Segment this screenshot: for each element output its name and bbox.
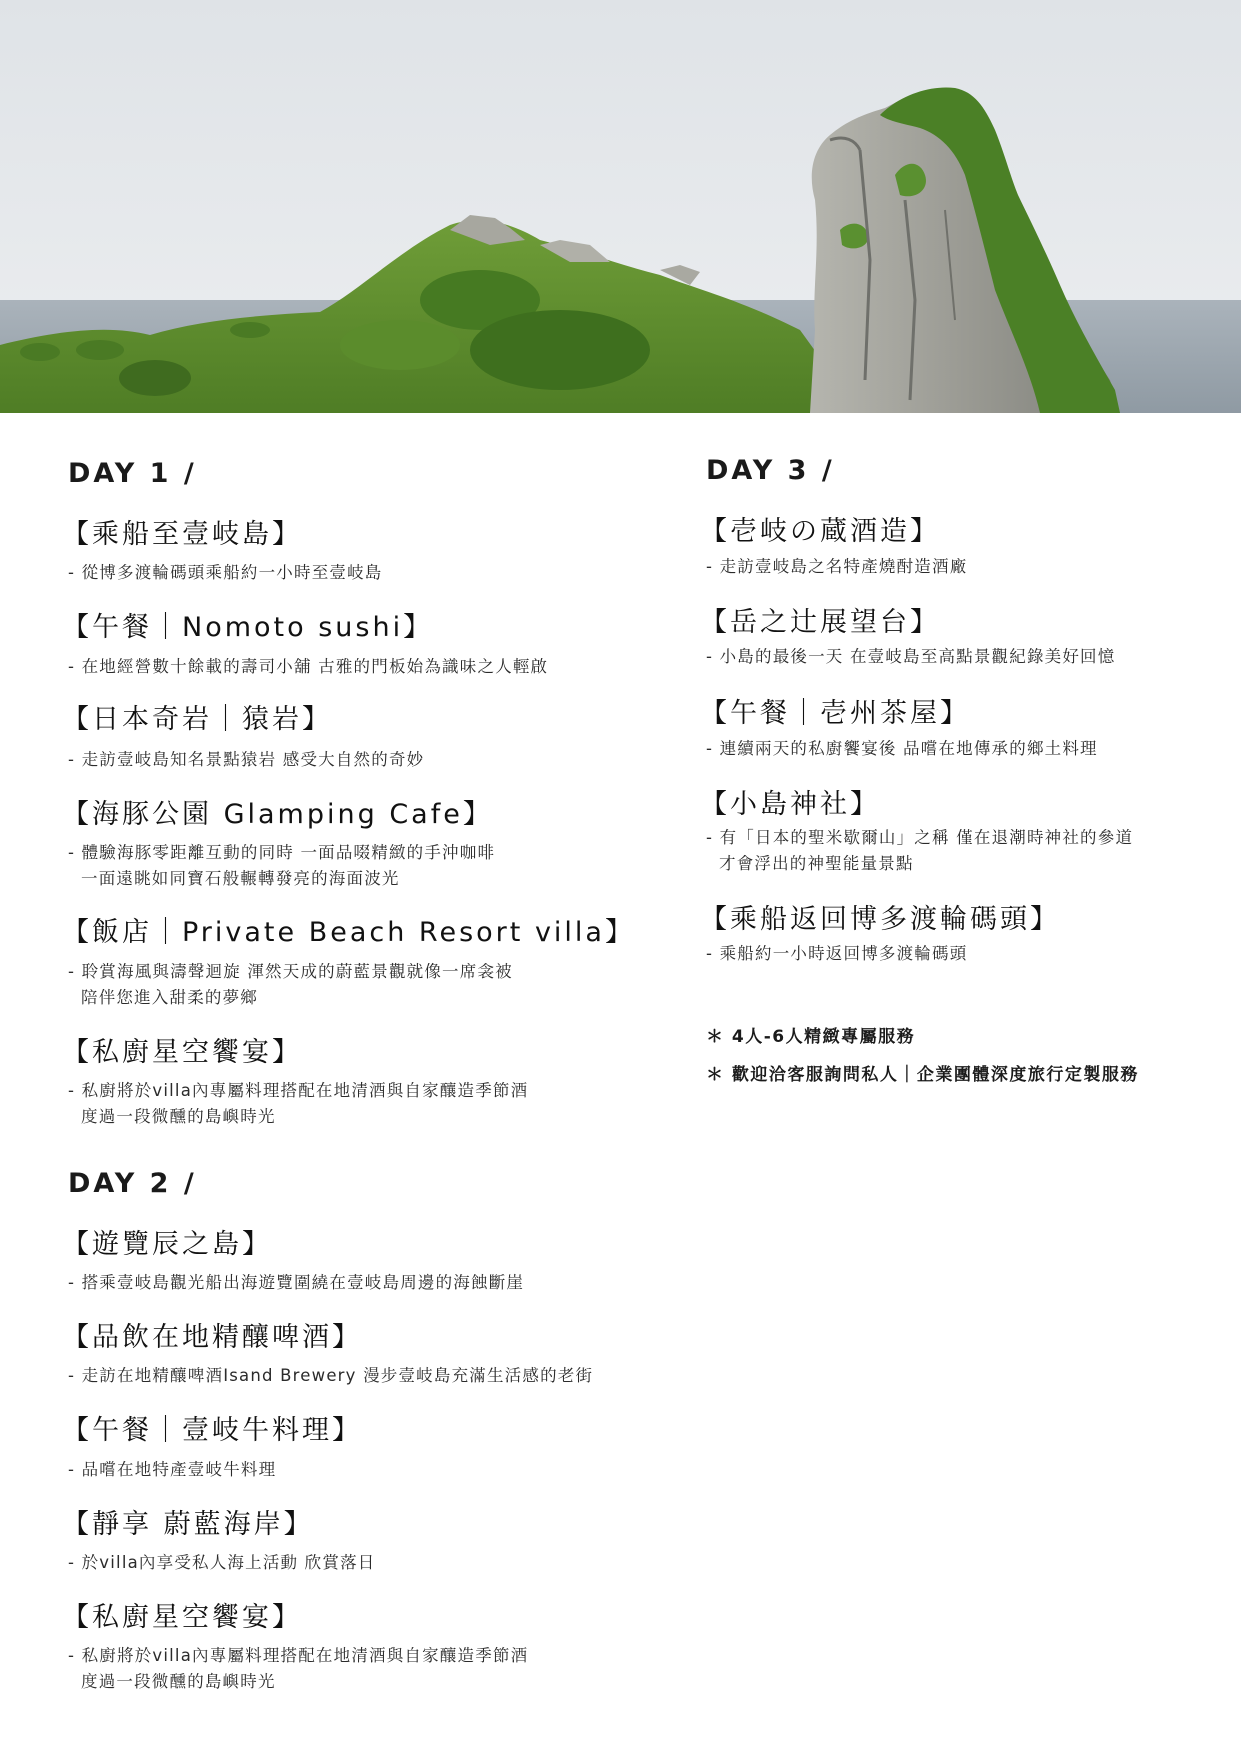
day2-item-title: 【午餐｜壹岐牛料理】 [62,1415,362,1446]
day1-item-title: 【乘船至壹岐島】 [62,519,302,550]
day3-item-desc: - 走訪壹岐島之名特產燒酎造酒廠 [706,557,968,576]
day2-item-title: 【靜享 蔚藍海岸】 [62,1509,314,1540]
service-note: ＊ 4人-6人精緻專屬服務 [706,1027,916,1047]
day2-item-desc: - 私廚將於villa內專屬料理搭配在地清酒與自家釀造季節酒 度過一段微醺的島嶼時光 [68,1646,529,1691]
day3-item-desc: - 有「日本的聖米歇爾山」之稱 僅在退潮時神社的參道 才會浮出的神聖能量景點 [706,828,1134,873]
day3-item-title: 【岳之辻展望台】 [700,607,940,638]
day1-item-title: 【私廚星空饗宴】 [62,1037,302,1068]
day1-item-title: 【日本奇岩｜猿岩】 [62,704,332,735]
hero-landscape-image [0,0,1241,413]
day3-item-title: 【小島神社】 [700,789,880,820]
day1-item-desc: - 從博多渡輪碼頭乘船約一小時至壹岐島 [68,563,383,582]
day1-item-desc: - 聆賞海風與濤聲迴旋 渾然天成的蔚藍景觀就像一席衾被 陪伴您進入甜柔的夢鄉 [68,962,513,1007]
day3-title: DAY 3 / [706,455,835,486]
day2-item-title: 【遊覽辰之島】 [62,1229,272,1260]
day3-item-desc: - 連續兩天的私廚饗宴後 品嚐在地傳承的鄉土料理 [706,739,1098,758]
day2-item-title: 【私廚星空饗宴】 [62,1602,302,1633]
day3-item-desc: - 小島的最後一天 在壹岐島至高點景觀紀錄美好回憶 [706,647,1116,666]
day1-title: DAY 1 / [68,458,197,489]
day2-title: DAY 2 / [68,1168,197,1199]
day1-item-desc: - 走訪壹岐島知名景點猿岩 感受大自然的奇妙 [68,750,425,769]
day2-item-title: 【品飲在地精釀啤酒】 [62,1322,362,1353]
day2-item-desc: - 於villa內享受私人海上活動 欣賞落日 [68,1553,376,1572]
day1-item-desc: - 私廚將於villa內專屬料理搭配在地清酒與自家釀造季節酒 度過一段微醺的島嶼時光 [68,1081,529,1126]
day3-item-title: 【午餐｜壱州茶屋】 [700,698,970,729]
day2-item-desc: - 品嚐在地特產壹岐牛料理 [68,1460,277,1479]
day1-item-title: 【午餐｜Nomoto sushi】 [62,612,434,643]
day1-item-title: 【飯店｜Private Beach Resort villa】 [62,917,635,948]
day3-item-title: 【乘船返回博多渡輪碼頭】 [700,904,1060,935]
day2-item-desc: - 走訪在地精釀啤酒Isand Brewery 漫步壹岐島充滿生活感的老街 [68,1366,594,1385]
day1-item-desc: - 在地經營數十餘載的壽司小舖 古雅的門板始為識味之人輕啟 [68,657,549,676]
service-note: ＊ 歡迎洽客服詢問私人｜企業團體深度旅行定製服務 [706,1065,1139,1085]
day3-item-desc: - 乘船約一小時返回博多渡輪碼頭 [706,944,968,963]
day2-item-desc: - 搭乘壹岐島觀光船出海遊覽圍繞在壹岐島周邊的海蝕斷崖 [68,1273,525,1292]
day3-item-title: 【壱岐の蔵酒造】 [700,516,940,547]
day1-item-desc: - 體驗海豚零距離互動的同時 一面品啜精緻的手沖咖啡 一面遠眺如同寶石般輾轉發亮的海面波光 [68,843,496,888]
day1-item-title: 【海豚公園 Glamping Cafe】 [62,799,493,830]
